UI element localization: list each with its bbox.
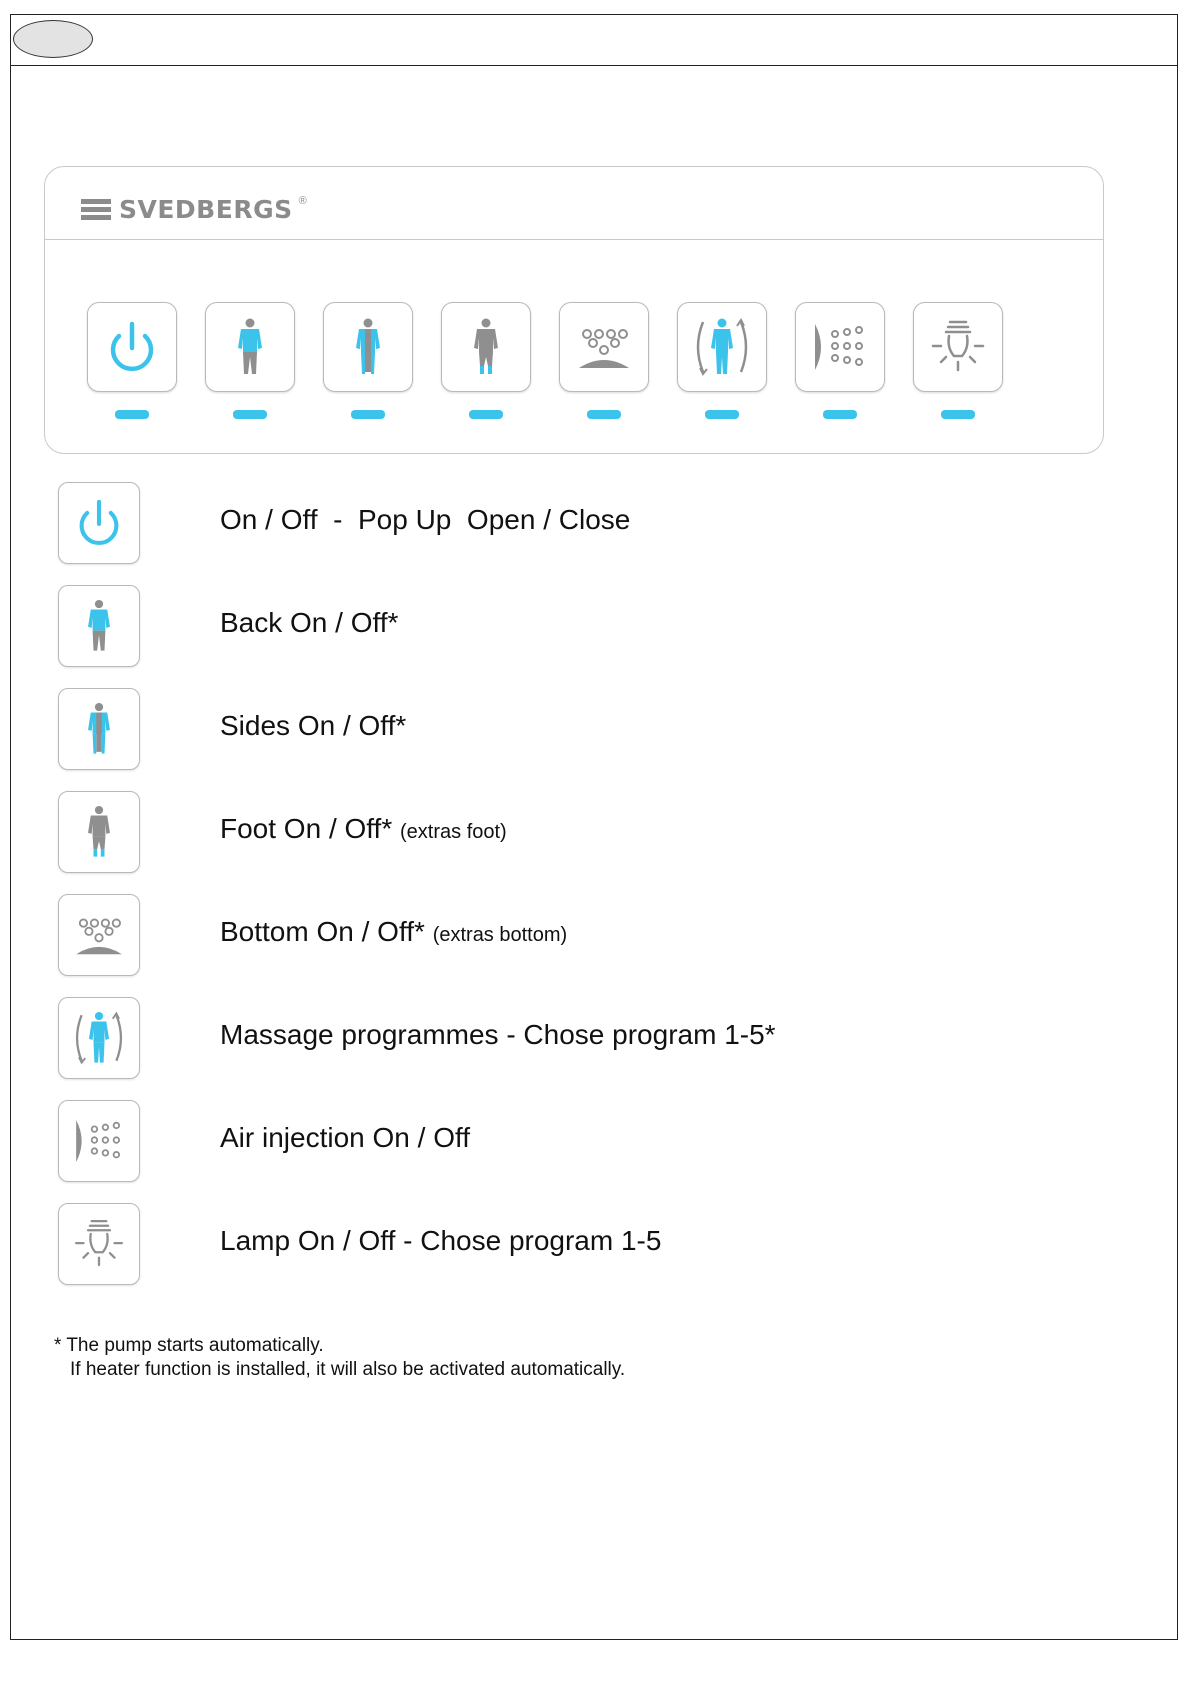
- legend-item-sides: [56, 688, 1116, 770]
- legend-item-back: [56, 585, 1116, 667]
- back-jets-icon: [215, 312, 285, 382]
- massage-program-icon: [67, 1006, 131, 1070]
- panel-divider: [45, 239, 1103, 240]
- power-icon: [97, 312, 167, 382]
- air-indicator: [823, 410, 857, 419]
- legend-bottom-button: [58, 894, 140, 976]
- legend-item-air: [56, 1100, 1116, 1182]
- legend-item-foot: [56, 791, 1116, 873]
- foot-indicator: [469, 410, 503, 419]
- legend-item-massage: [56, 997, 1116, 1079]
- side-jets-icon: [333, 312, 403, 382]
- legend-label: Back On / Off*: [220, 607, 399, 638]
- sides-indicator: [351, 410, 385, 419]
- panel-power-button[interactable]: [87, 302, 177, 392]
- footnote-line-2: If heater function is installed, it will also be activated automatically.: [70, 1359, 626, 1380]
- legend-note: (extras foot): [400, 821, 507, 843]
- legend-label: Air injection On / Off: [220, 1122, 471, 1153]
- brand-mark-icon: [81, 199, 113, 221]
- panel-bottom-button[interactable]: [559, 302, 649, 392]
- legend-sides-button: [58, 688, 140, 770]
- legend-item-lamp: [56, 1203, 1116, 1285]
- side-jets-icon: [67, 697, 131, 761]
- air-injection-icon: [805, 312, 875, 382]
- back-indicator: [233, 410, 267, 419]
- bottom-jets-icon: [569, 312, 639, 382]
- legend-massage-button: [58, 997, 140, 1079]
- lamp-icon: [67, 1212, 131, 1276]
- legend-label: Sides On / Off*: [220, 710, 407, 741]
- massage-program-icon: [687, 312, 757, 382]
- power-indicator: [115, 410, 149, 419]
- panel-lamp-button[interactable]: [913, 302, 1003, 392]
- legend-lamp-button: [58, 1203, 140, 1285]
- panel-button-row: [87, 302, 1067, 422]
- legend-item-bottom: [56, 894, 1116, 976]
- bottom-jets-icon: [67, 903, 131, 967]
- brand-name: SVEDBERGS: [119, 195, 293, 224]
- brand-registered-mark: ®: [298, 195, 307, 207]
- control-panel: [44, 166, 1104, 454]
- panel-air-button[interactable]: [795, 302, 885, 392]
- panel-massage-button[interactable]: [677, 302, 767, 392]
- legend-air-button: [58, 1100, 140, 1182]
- legend-item-power: [56, 482, 1116, 564]
- brand-logo: [81, 195, 307, 224]
- legend-note: (extras bottom): [432, 924, 568, 946]
- footnote: [54, 1334, 625, 1382]
- back-jets-icon: [67, 594, 131, 658]
- air-injection-icon: [67, 1109, 131, 1173]
- lamp-indicator: [941, 410, 975, 419]
- footnote-line-1: * The pump starts automatically.: [54, 1335, 324, 1356]
- massage-indicator: [705, 410, 739, 419]
- foot-jets-icon: [451, 312, 521, 382]
- legend-label: Foot On / Off* (extras foot): [220, 813, 507, 844]
- legend-power-button: [58, 482, 140, 564]
- header-bar: [10, 14, 1178, 66]
- foot-jets-icon: [67, 800, 131, 864]
- panel-sides-button[interactable]: [323, 302, 413, 392]
- legend-label: Bottom On / Off* (extras bottom): [220, 916, 568, 947]
- legend-label: On / Off - Pop Up Open / Close: [220, 504, 631, 535]
- legend-foot-button: [58, 791, 140, 873]
- bottom-indicator: [587, 410, 621, 419]
- panel-back-button[interactable]: [205, 302, 295, 392]
- legend-label: Massage programmes - Chose program 1-5*: [220, 1019, 776, 1050]
- legend-label: Lamp On / Off - Chose program 1-5: [220, 1225, 662, 1256]
- panel-foot-button[interactable]: [441, 302, 531, 392]
- power-icon: [67, 491, 131, 555]
- legend-back-button: [58, 585, 140, 667]
- lamp-icon: [923, 312, 993, 382]
- page-number-oval: [13, 20, 93, 58]
